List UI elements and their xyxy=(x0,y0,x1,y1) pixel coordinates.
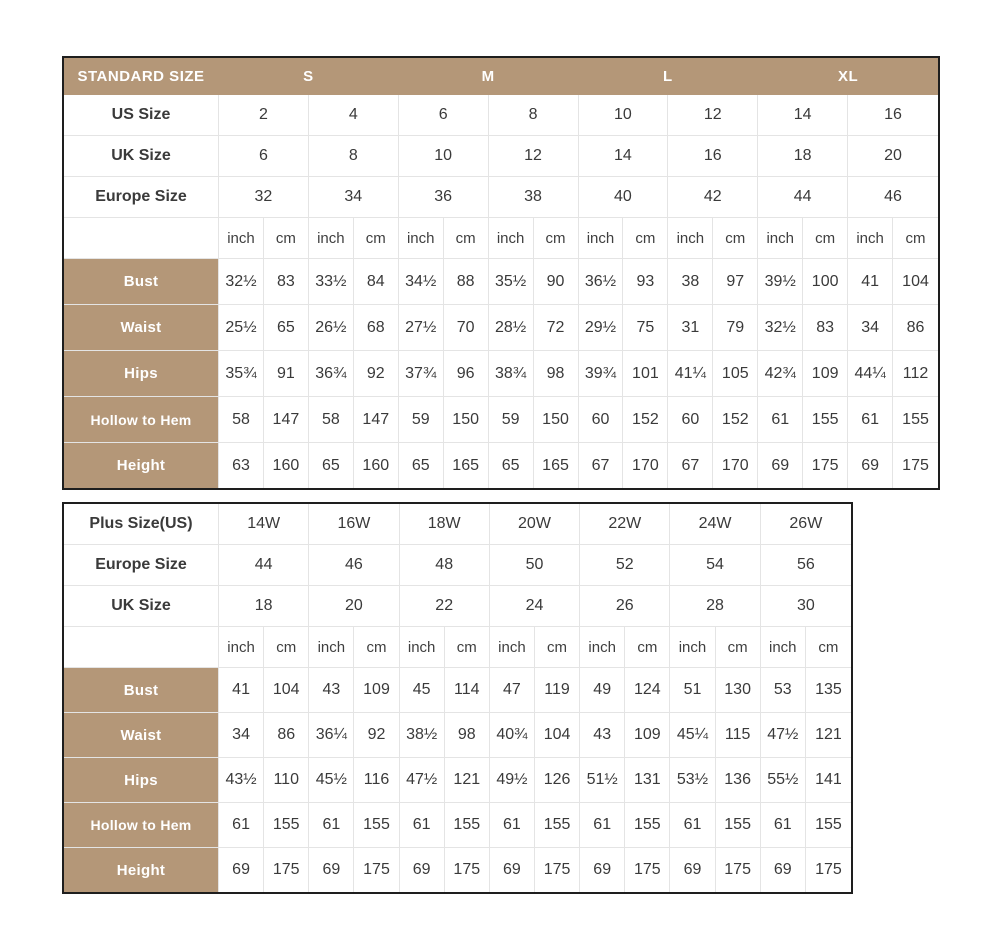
measure-value-cell: 152 xyxy=(713,397,758,443)
unit-cell: cm xyxy=(354,218,399,259)
measure-value-cell: 110 xyxy=(264,758,309,803)
measure-value-cell: 37¾ xyxy=(399,351,444,397)
measure-value-cell: 45 xyxy=(400,668,445,713)
measure-value-cell: 60 xyxy=(579,397,624,443)
unit-cell: inch xyxy=(309,218,354,259)
table-row xyxy=(64,305,938,351)
measure-value-cell: 160 xyxy=(264,443,309,488)
table-row xyxy=(64,668,851,713)
measure-value-cell: 112 xyxy=(893,351,938,397)
unit-cell: cm xyxy=(803,218,848,259)
measure-value-cell: 41 xyxy=(219,668,264,713)
size-value-cell: 4 xyxy=(309,95,399,136)
size-value-cell: 20 xyxy=(848,136,938,177)
table-row xyxy=(64,95,938,136)
measure-value-cell: 155 xyxy=(354,803,399,848)
unit-cell: inch xyxy=(761,627,806,668)
row-label: Plus Size(US) xyxy=(64,504,219,545)
measure-value-cell: 104 xyxy=(893,259,938,305)
measure-value-cell: 152 xyxy=(623,397,668,443)
size-value-cell: 18 xyxy=(758,136,848,177)
size-value-cell: 16W xyxy=(309,504,399,545)
size-value-cell: 26W xyxy=(761,504,851,545)
unit-cell: cm xyxy=(264,218,309,259)
measure-value-cell: 43 xyxy=(309,668,354,713)
size-value-cell: 40 xyxy=(579,177,669,218)
measure-value-cell: 69 xyxy=(758,443,803,488)
unit-cell: cm xyxy=(806,627,851,668)
measure-value-cell: 55½ xyxy=(761,758,806,803)
row-label: Europe Size xyxy=(64,177,219,218)
measure-value-cell: 29½ xyxy=(579,305,624,351)
table-row xyxy=(64,803,851,848)
measure-value-cell: 175 xyxy=(625,848,670,892)
size-value-cell: 8 xyxy=(309,136,399,177)
measure-value-cell: 92 xyxy=(354,713,399,758)
measure-value-cell: 60 xyxy=(668,397,713,443)
measure-value-cell: 155 xyxy=(806,803,851,848)
measure-value-cell: 150 xyxy=(444,397,489,443)
measure-value-cell: 175 xyxy=(535,848,580,892)
measure-value-cell: 39½ xyxy=(758,259,803,305)
row-label: UK Size xyxy=(64,136,219,177)
measure-value-cell: 109 xyxy=(803,351,848,397)
measure-value-cell: 147 xyxy=(354,397,399,443)
size-value-cell: 56 xyxy=(761,545,851,586)
measure-value-cell: 58 xyxy=(219,397,264,443)
measure-value-cell: 43½ xyxy=(219,758,264,803)
measure-value-cell: 84 xyxy=(354,259,399,305)
size-value-cell: 6 xyxy=(399,95,489,136)
measure-value-cell: 86 xyxy=(893,305,938,351)
measure-value-cell: 61 xyxy=(490,803,535,848)
row-label: Hips xyxy=(64,758,219,803)
size-value-cell: 32 xyxy=(219,177,309,218)
measure-value-cell: 160 xyxy=(354,443,399,488)
table-row xyxy=(64,351,938,397)
measure-value-cell: 88 xyxy=(444,259,489,305)
measure-value-cell: 98 xyxy=(534,351,579,397)
size-value-cell: 22 xyxy=(400,586,490,627)
measure-value-cell: 61 xyxy=(670,803,715,848)
measure-value-cell: 83 xyxy=(803,305,848,351)
measure-value-cell: 124 xyxy=(625,668,670,713)
size-value-cell: 34 xyxy=(309,177,399,218)
measure-value-cell: 115 xyxy=(716,713,761,758)
measure-value-cell: 109 xyxy=(354,668,399,713)
size-value-cell: 48 xyxy=(400,545,490,586)
table-row xyxy=(64,848,851,892)
measure-value-cell: 61 xyxy=(580,803,625,848)
unit-cell: cm xyxy=(264,627,309,668)
measure-value-cell: 67 xyxy=(668,443,713,488)
row-label: UK Size xyxy=(64,586,219,627)
measure-value-cell: 35½ xyxy=(489,259,534,305)
measure-value-cell: 86 xyxy=(264,713,309,758)
row-label: Bust xyxy=(64,668,219,713)
size-value-cell: 2 xyxy=(219,95,309,136)
size-value-cell: 24 xyxy=(490,586,580,627)
size-group-cell: S xyxy=(219,58,399,95)
measure-value-cell: 61 xyxy=(400,803,445,848)
measure-value-cell: 175 xyxy=(902,456,929,474)
size-value-cell: 46 xyxy=(848,177,938,218)
measure-value-cell: 69 xyxy=(848,443,893,488)
measure-value-cell: 69 xyxy=(309,848,354,892)
size-value-cell: 10 xyxy=(399,136,489,177)
measure-value-cell: 28½ xyxy=(489,305,534,351)
measure-value-cell: 61 xyxy=(219,803,264,848)
measure-value-cell: 150 xyxy=(534,397,579,443)
measure-value-cell: 53½ xyxy=(670,758,715,803)
measure-value-cell: 155 xyxy=(535,803,580,848)
size-value-cell: 8 xyxy=(489,95,579,136)
row-label: Europe Size xyxy=(64,545,219,586)
measure-value-cell: 100 xyxy=(803,259,848,305)
measure-value-cell: 26½ xyxy=(309,305,354,351)
measure-value-cell: 90 xyxy=(534,259,579,305)
standard-size-table xyxy=(62,56,940,490)
plus-size-table xyxy=(62,502,853,894)
unit-cell: inch xyxy=(490,627,535,668)
measure-value-cell: 49 xyxy=(580,668,625,713)
table-row xyxy=(64,177,938,218)
unit-cell: inch xyxy=(580,627,625,668)
measure-value-cell: 101 xyxy=(623,351,668,397)
measure-value-cell: 121 xyxy=(445,758,490,803)
measure-value-cell: 97 xyxy=(713,259,758,305)
measure-value-cell: 175 xyxy=(716,848,761,892)
measure-value-cell: 155 xyxy=(803,397,848,443)
measure-value-cell: 104 xyxy=(264,668,309,713)
table-row xyxy=(64,397,938,443)
measure-value-cell: 36½ xyxy=(579,259,624,305)
measure-value-cell: 155 xyxy=(625,803,670,848)
measure-value-cell: 69 xyxy=(670,848,715,892)
measure-value-cell: 36¾ xyxy=(309,351,354,397)
measure-value-cell: 63 xyxy=(219,443,264,488)
measure-value-cell: 104 xyxy=(535,713,580,758)
measure-value-cell: 38 xyxy=(668,259,713,305)
measure-value-cell: 61 xyxy=(761,803,806,848)
measure-value-cell: 91 xyxy=(264,351,309,397)
measure-value-cell: 33½ xyxy=(309,259,354,305)
size-value-cell: 10 xyxy=(579,95,669,136)
measure-value-cell: 93 xyxy=(623,259,668,305)
size-value-cell: 14 xyxy=(579,136,669,177)
table-row xyxy=(64,259,938,305)
measure-value-cell: 61 xyxy=(758,397,803,443)
size-value-cell: 28 xyxy=(670,586,760,627)
table-row xyxy=(64,713,851,758)
measure-value-cell: 38¾ xyxy=(489,351,534,397)
row-label: Waist xyxy=(64,713,219,758)
measure-value-cell: 34 xyxy=(848,305,893,351)
measure-value-cell: 45½ xyxy=(309,758,354,803)
size-value-cell: 26 xyxy=(580,586,670,627)
measure-value-cell: 25½ xyxy=(219,305,264,351)
measure-value-cell: 32½ xyxy=(758,305,803,351)
measure-value-cell: 136 xyxy=(716,758,761,803)
measure-value-cell: 155 xyxy=(893,397,938,443)
table-row xyxy=(64,758,851,803)
measure-value-cell: 47 xyxy=(490,668,535,713)
measure-value-cell: 72 xyxy=(534,305,579,351)
measure-value-cell: 43 xyxy=(580,713,625,758)
measure-value-cell: 59 xyxy=(399,397,444,443)
unit-header-row xyxy=(64,627,851,668)
measure-value-cell: 45¼ xyxy=(670,713,715,758)
size-group-cell: XL xyxy=(758,58,938,95)
measure-value-cell: 41 xyxy=(848,259,893,305)
measure-value-cell: 96 xyxy=(444,351,489,397)
table-row xyxy=(64,443,938,488)
corner-label: STANDARD SIZE xyxy=(64,58,219,95)
measure-value-cell: 175 xyxy=(264,848,309,892)
measure-value-cell: 36¼ xyxy=(309,713,354,758)
unit-header-row xyxy=(64,218,938,259)
size-value-cell: 44 xyxy=(219,545,309,586)
measure-value-cell: 34½ xyxy=(399,259,444,305)
measure-value-cell: 175 xyxy=(354,848,399,892)
size-value-cell: 52 xyxy=(580,545,670,586)
measure-value-cell: 51 xyxy=(670,668,715,713)
measure-value-cell: 175 xyxy=(445,848,490,892)
unit-cell: inch xyxy=(219,218,264,259)
measure-value-cell: 170 xyxy=(623,443,668,488)
measure-value-cell: 40¾ xyxy=(490,713,535,758)
size-group-cell: L xyxy=(579,58,759,95)
measure-value-cell: 47½ xyxy=(400,758,445,803)
measure-value-cell: 65 xyxy=(399,443,444,488)
size-value-cell: 30 xyxy=(761,586,851,627)
unit-cell: inch xyxy=(219,627,264,668)
unit-cell: inch xyxy=(489,218,534,259)
measure-value-cell: 59 xyxy=(489,397,534,443)
measure-value-cell: 38½ xyxy=(400,713,445,758)
unit-cell: cm xyxy=(534,218,579,259)
empty-corner-cell xyxy=(64,218,219,259)
row-label: Hips xyxy=(64,351,219,397)
row-label: Bust xyxy=(64,259,219,305)
table-row xyxy=(64,545,851,586)
measure-value-cell: 67 xyxy=(579,443,624,488)
measure-value-cell: 42¾ xyxy=(758,351,803,397)
row-label: Height xyxy=(64,443,219,488)
table-row xyxy=(64,136,938,177)
size-value-cell: 16 xyxy=(668,136,758,177)
measure-value-cell: 92 xyxy=(354,351,399,397)
measure-value-cell: 126 xyxy=(535,758,580,803)
row-label: Hollow to Hem xyxy=(64,803,219,848)
measure-value-cell: 31 xyxy=(668,305,713,351)
row-label: Height xyxy=(64,848,219,892)
unit-cell: cm xyxy=(444,218,489,259)
group-header-row xyxy=(64,58,938,95)
size-group-cell: M xyxy=(399,58,579,95)
row-label: US Size xyxy=(64,95,219,136)
size-value-cell: 50 xyxy=(490,545,580,586)
measure-value-cell: 53 xyxy=(761,668,806,713)
measure-value-cell: 65 xyxy=(309,443,354,488)
measure-value-cell: 147 xyxy=(264,397,309,443)
measure-value-cell: 98 xyxy=(445,713,490,758)
unit-cell: inch xyxy=(399,218,444,259)
row-label: Waist xyxy=(64,305,219,351)
unit-cell: inch xyxy=(309,627,354,668)
measure-value-cell: 69 xyxy=(580,848,625,892)
measure-value-cell: 39¾ xyxy=(579,351,624,397)
table-row xyxy=(64,504,851,545)
size-value-cell: 20W xyxy=(490,504,580,545)
unit-cell: cm xyxy=(625,627,670,668)
measure-value-cell: 47½ xyxy=(761,713,806,758)
measure-value-cell: 141 xyxy=(806,758,851,803)
measure-value-cell: 65 xyxy=(489,443,534,488)
size-value-cell: 36 xyxy=(399,177,489,218)
measure-value-cell: 61 xyxy=(848,397,893,443)
row-label: Hollow to Hem xyxy=(64,397,219,443)
measure-value-cell: 165 xyxy=(534,443,579,488)
unit-cell: cm xyxy=(893,218,938,259)
measure-value-cell: 70 xyxy=(444,305,489,351)
size-value-cell: 14W xyxy=(219,504,309,545)
empty-corner-cell xyxy=(64,627,219,668)
measure-value-cell: 83 xyxy=(264,259,309,305)
size-value-cell: 12 xyxy=(489,136,579,177)
unit-cell: inch xyxy=(579,218,624,259)
measure-value-cell: 155 xyxy=(264,803,309,848)
measure-value-cell: 32½ xyxy=(219,259,264,305)
table-row xyxy=(64,586,851,627)
size-value-cell: 46 xyxy=(309,545,399,586)
measure-value-cell: 116 xyxy=(354,758,399,803)
measure-value-cell: 155 xyxy=(445,803,490,848)
measure-value-cell: 69 xyxy=(761,848,806,892)
unit-cell: cm xyxy=(623,218,668,259)
measure-value-cell: 51½ xyxy=(580,758,625,803)
unit-cell: cm xyxy=(535,627,580,668)
measure-value-cell: 58 xyxy=(309,397,354,443)
measure-value-cell: 155 xyxy=(716,803,761,848)
unit-cell: inch xyxy=(668,218,713,259)
unit-cell: inch xyxy=(848,218,893,259)
size-value-cell: 16 xyxy=(848,95,938,136)
measure-value-cell: 75 xyxy=(623,305,668,351)
unit-cell: cm xyxy=(713,218,758,259)
unit-cell: cm xyxy=(716,627,761,668)
measure-value-cell: 109 xyxy=(625,713,670,758)
measure-value-cell: 69 xyxy=(400,848,445,892)
size-value-cell: 24W xyxy=(670,504,760,545)
unit-cell: inch xyxy=(400,627,445,668)
unit-cell: cm xyxy=(445,627,490,668)
measure-value-cell: 121 xyxy=(806,713,851,758)
measure-value-cell: 44¼ xyxy=(848,351,893,397)
unit-cell: inch xyxy=(670,627,715,668)
measure-value-cell: 170 xyxy=(713,443,758,488)
size-value-cell: 14 xyxy=(758,95,848,136)
measure-value-cell: 34 xyxy=(219,713,264,758)
measure-value-cell: 131 xyxy=(625,758,670,803)
measure-value-cell: 165 xyxy=(444,443,489,488)
measure-value-cell: 175 xyxy=(803,443,848,488)
size-value-cell: 12 xyxy=(668,95,758,136)
measure-value-cell: 27½ xyxy=(399,305,444,351)
size-value-cell: 18W xyxy=(400,504,490,545)
size-value-cell: 6 xyxy=(219,136,309,177)
measure-value-cell: 119 xyxy=(535,668,580,713)
measure-value-cell: 68 xyxy=(354,305,399,351)
measure-value-cell: 69 xyxy=(490,848,535,892)
measure-value-cell: 61 xyxy=(309,803,354,848)
measure-value-cell: 41¼ xyxy=(668,351,713,397)
measure-value-cell: 65 xyxy=(264,305,309,351)
measure-value-cell: 105 xyxy=(713,351,758,397)
unit-cell: cm xyxy=(354,627,399,668)
measure-value-cell: 35¾ xyxy=(219,351,264,397)
measure-value-cell: 135 xyxy=(806,668,851,713)
size-value-cell: 42 xyxy=(668,177,758,218)
measure-value-cell: 130 xyxy=(716,668,761,713)
measure-value-cell: 49½ xyxy=(490,758,535,803)
size-value-cell: 18 xyxy=(219,586,309,627)
size-value-cell: 22W xyxy=(580,504,670,545)
size-value-cell: 54 xyxy=(670,545,760,586)
measure-value-cell: 175 xyxy=(815,861,842,878)
size-value-cell: 44 xyxy=(758,177,848,218)
size-value-cell: 38 xyxy=(489,177,579,218)
measure-value-cell: 114 xyxy=(445,668,490,713)
unit-cell: inch xyxy=(758,218,803,259)
size-value-cell: 20 xyxy=(309,586,399,627)
measure-value-cell: 79 xyxy=(713,305,758,351)
measure-value-cell: 69 xyxy=(219,848,264,892)
